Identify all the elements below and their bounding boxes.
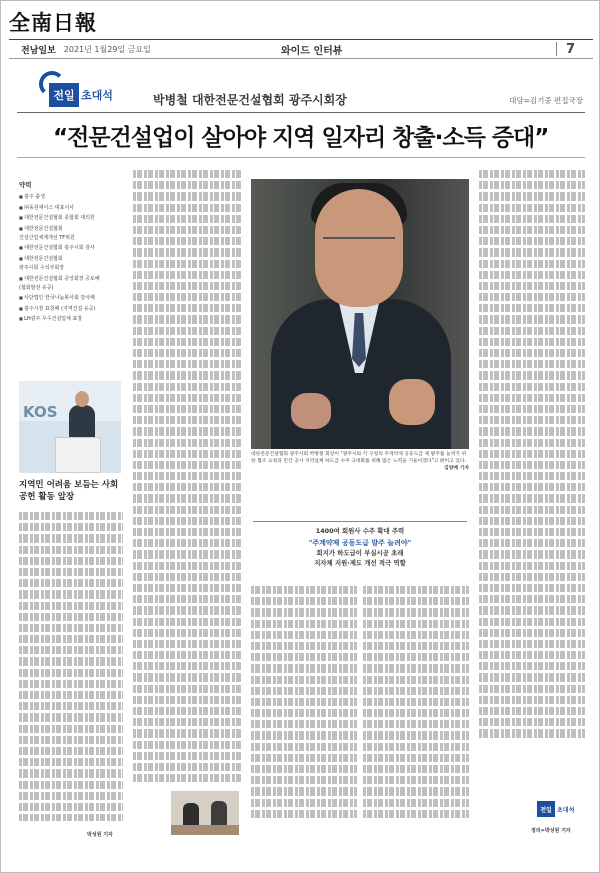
profile-item: ■ 사단법인 한국나눔봉사회 감사패 — [19, 293, 119, 303]
side-story-byline: 박성원 기자 — [87, 832, 113, 838]
series-logo — [49, 77, 121, 107]
interview-subject: 박병철 대한전문건설협회 광주시회장 — [153, 93, 347, 107]
profile-item: ■ 대한전문건설협회 종합회 대의원 — [19, 213, 119, 223]
profile-item: ■ 대한전문건설협회 — [19, 224, 119, 234]
issue-date: 2021년 1월29일 금요일 — [63, 44, 151, 54]
divider — [17, 157, 585, 158]
series-label: 초대석 — [557, 807, 575, 814]
photo-credit: 김양배 기자 — [444, 466, 469, 471]
photo-caption — [251, 451, 469, 472]
profile-item: 광주시회 수석부회장 — [19, 265, 65, 272]
profile-item: 건설산업체계개선 TF위원 — [19, 235, 75, 242]
series-badge: 전일 — [49, 83, 79, 107]
profile-item: ■ LH광주 우수건설업체 표창 — [19, 314, 119, 324]
pull-quote-box — [253, 521, 467, 568]
pull-quote-line: 회지가 하도급이 부실시공 초래 — [316, 549, 404, 557]
profile-item: ■ 대한전문건설협회 중앙회장 공로패 — [19, 274, 119, 284]
side-story-headline: 지역민 어려움 보듬는 사회공헌 활동 앞장 — [19, 480, 119, 502]
article-body-column-3 — [251, 583, 357, 835]
divider — [17, 112, 585, 113]
article-body-column-4 — [363, 583, 469, 835]
article-body-column-2 — [133, 167, 241, 835]
profile-item: ■ ㈜동원에이스 대표이사 — [19, 203, 119, 213]
profile-heading: 약력 — [19, 181, 32, 189]
paper-name: 전남일보 — [21, 45, 56, 56]
pull-quote-line: 1400여 회원사 수주 확대 주력 — [315, 527, 405, 535]
profile-item: ■ 대한전문건설협회 — [19, 254, 119, 264]
series-label: 초대석 — [81, 89, 113, 102]
kosca-logo: KOS — [23, 403, 58, 421]
side-photo — [19, 381, 121, 473]
meeting-photo — [171, 791, 239, 835]
article-byline: 정리=박성원 기자 — [531, 828, 571, 834]
profile-item: (협회발전 유공) — [19, 285, 54, 292]
profile-item: ■ 광주시장 표창패 (지역건설 유공) — [19, 304, 119, 314]
article-headline: “전문건설업이 살아야 지역 일자리 창출·소득 증대” — [53, 125, 549, 151]
page-number: 7 — [565, 41, 575, 57]
article-body-column-1 — [19, 509, 123, 821]
pull-quote-line: "주계약제 공동도급 발주 늘려야" — [308, 539, 412, 547]
profile-item: ■ 광주 출생 — [19, 192, 119, 202]
header-divider — [556, 42, 557, 56]
main-interview-photo — [251, 179, 469, 449]
profile-item: ■ 대한전문건설협회 광주시회 감사 — [19, 243, 119, 253]
masthead-logo: 全南日報 — [9, 10, 97, 35]
pull-quote-line: 지자체 지원·제도 개선 적극 역할 — [314, 559, 406, 567]
section-title: 와이드 인터뷰 — [281, 45, 343, 57]
caption-text: 대한전문건설협회 광주시회 박병철 회장이 "광주시와 각 구청의 주계약제 공동도급 제 발주를 늘려가 위한 협조 요청과 민간 공사 지역업체 하도급 수주 극대화를 위해 많은 노력을 기울이겠다"고 밝히고 있다. — [251, 452, 467, 464]
page-header-bar — [9, 39, 593, 59]
series-badge: 전일 — [537, 801, 555, 817]
series-logo-small — [537, 797, 579, 823]
profile-box — [19, 181, 119, 325]
interviewer-credit: 대담=김기중 편집국장 — [509, 96, 583, 105]
article-body-column-5 — [479, 167, 585, 789]
